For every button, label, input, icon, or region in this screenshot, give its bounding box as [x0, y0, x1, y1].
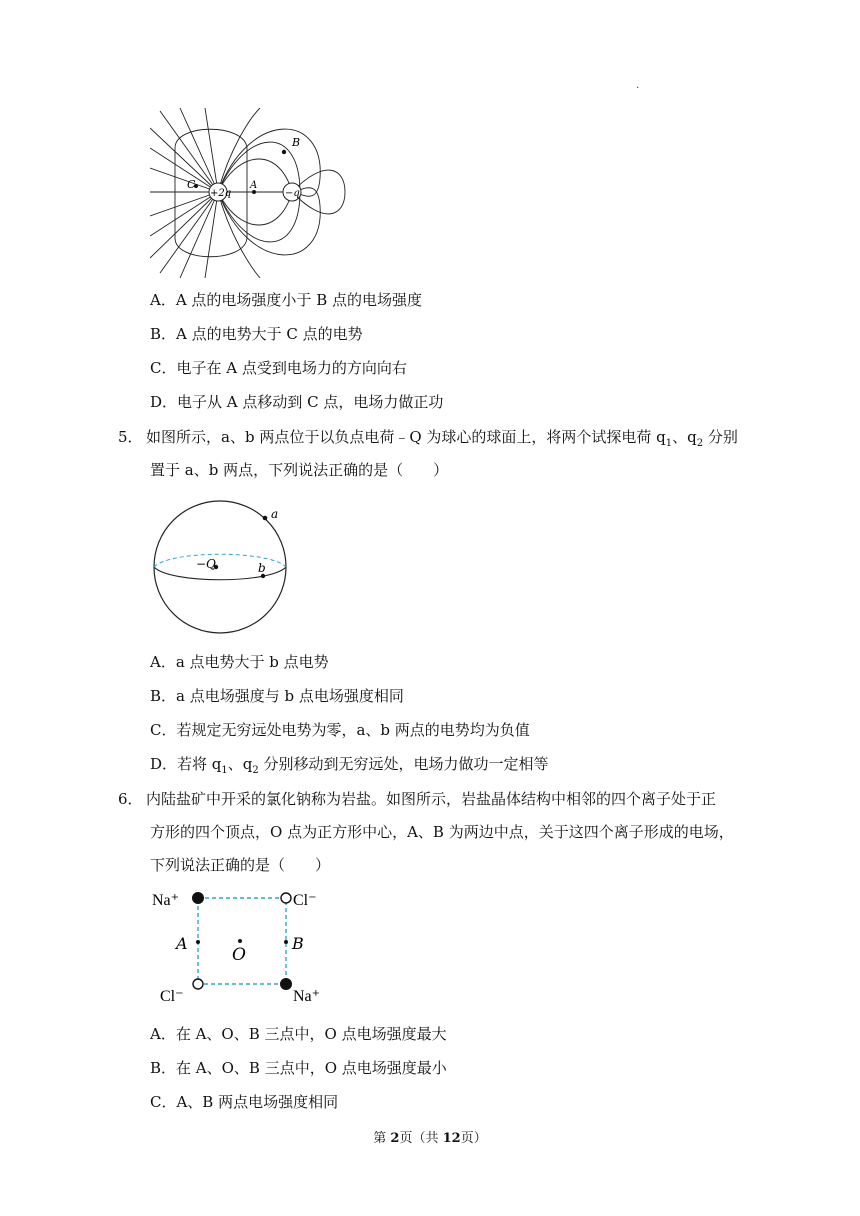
- q5-option-a: A．a 点电势大于 b 点电势: [150, 653, 329, 671]
- sphere-figure: [150, 492, 295, 652]
- cl-top-right-label: Cl⁻: [293, 892, 317, 909]
- q6-option-c: C．A、B 两点电场强度相同: [150, 1093, 339, 1111]
- q6-stem-line2: 方形的四个顶点，O 点为正方形中心，A、B 为两边中点，关于这四个离子形成的电场，: [150, 823, 734, 841]
- field-lines-figure: [150, 108, 350, 278]
- na-bottom-right-label: Na⁺: [293, 988, 321, 1005]
- na-top-left-label: Na⁺: [152, 892, 180, 909]
- point-a-label: a: [271, 507, 279, 521]
- q5-stem-line1: 5． 如图所示，a、b 两点位于以负点电荷﹣Q 为球心的球面上，将两个试探电荷 $q_1$、$q_2$ 分别: [118, 428, 738, 449]
- charge-q-label: −Q: [196, 557, 216, 571]
- point-b-label: b: [258, 561, 266, 575]
- point-c-label: C: [187, 178, 196, 191]
- q5-option-c: C．若规定无穷远处电势为零，a、b 两点的电势均为负值: [150, 721, 530, 739]
- plus-charge-label: +2q: [210, 188, 232, 199]
- total-pages: 12: [442, 1131, 461, 1146]
- q4-option-d: D．电子从 A 点移动到 C 点，电场力做正功: [150, 393, 444, 411]
- point-b-label: B: [292, 934, 304, 953]
- q6-stem-line3: 下列说法正确的是（ ）: [150, 856, 331, 874]
- minus-charge-label: −q: [285, 188, 300, 199]
- q4-option-a: A．A 点的电场强度小于 B 点的电场强度: [150, 291, 422, 309]
- page-footer: 第 2页（共 12页）: [373, 1131, 487, 1146]
- q6-option-a: A．在 A、O、B 三点中，O 点电场强度最大: [150, 1025, 447, 1043]
- current-page: 2: [390, 1131, 400, 1146]
- crystal-square-figure: [150, 884, 340, 1008]
- q5-option-b: B．a 点电场强度与 b 点电场强度相同: [150, 687, 404, 705]
- q6-stem-line1: 6． 内陆盐矿中开采的氯化钠称为岩盐。如图所示，岩盐晶体结构中相邻的四个离子处于正: [118, 790, 717, 808]
- q6-number: 6．: [118, 790, 143, 808]
- point-a-label: A: [250, 180, 258, 191]
- q5-stem-line2: 置于 a、b 两点，下列说法正确的是（ ）: [150, 461, 449, 479]
- point-o-label: O: [232, 945, 246, 965]
- cl-bottom-left-label: Cl⁻: [160, 988, 184, 1005]
- q4-option-c: C．电子在 A 点受到电场力的方向向右: [150, 359, 407, 377]
- point-b-label: B: [292, 136, 301, 149]
- q6-option-b: B．在 A、O、B 三点中，O 点电场强度最小: [150, 1059, 447, 1077]
- point-a-label: A: [176, 934, 188, 953]
- q5-option-d: D．若将 $q_1$、$q_2$ 分别移动到无穷远处，电场力做功一定相等: [150, 755, 549, 776]
- corner-mark: .: [636, 80, 640, 91]
- q5-number: 5．: [118, 428, 143, 446]
- q4-option-b: B．A 点的电势大于 C 点的电势: [150, 325, 363, 343]
